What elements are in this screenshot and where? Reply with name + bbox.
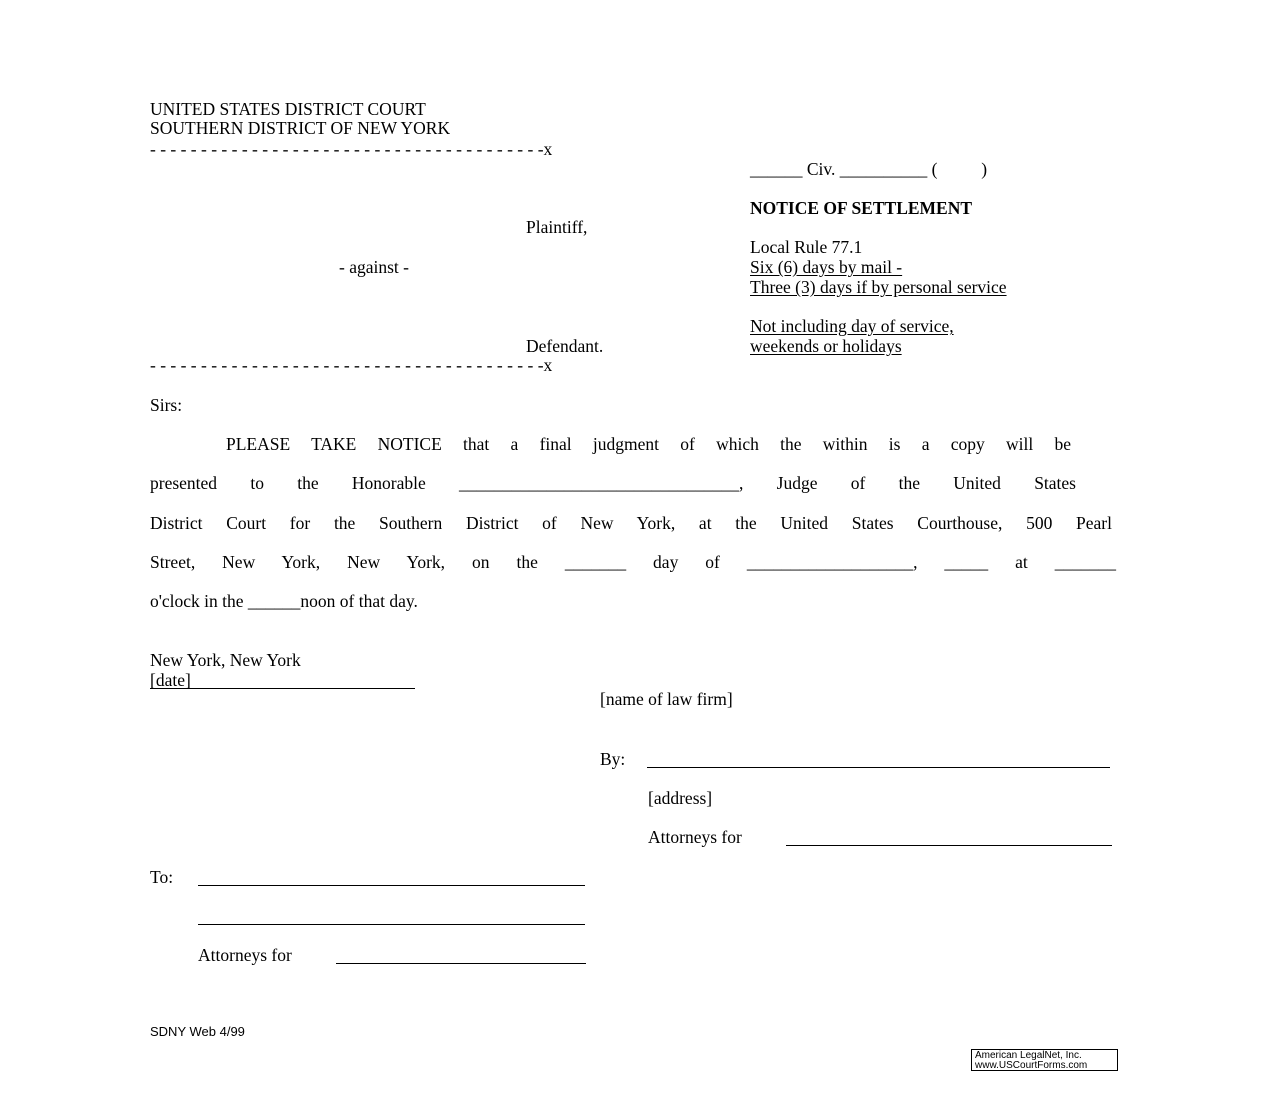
notice-line-2: presented to the Honorable ________________________________, Judge of the United States <box>150 473 1076 493</box>
vendor-url: www.USCourtForms.com <box>975 1060 1088 1071</box>
local-rule: Local Rule 77.1 <box>750 237 863 257</box>
civil-case-number: ______ Civ. __________ ( ) <box>750 159 988 179</box>
law-firm-name: [name of law firm] <box>600 689 733 709</box>
notice-line-3: District Court for the Southern District of New York, at the United States Courthouse, 500 Pearl <box>150 513 1112 533</box>
recipient-attorneys-for-label: Attorneys for <box>198 945 292 965</box>
form-id: SDNY Web 4/99 <box>150 1024 245 1039</box>
notice-line-4: Street, New York, New York, on the _______ day of ___________________, _____ at _______ <box>150 552 1116 572</box>
recipient-line-2 <box>198 924 585 925</box>
plaintiff-label: Plaintiff, <box>526 217 588 237</box>
date-underline <box>150 688 415 689</box>
to-label: To: <box>150 867 174 887</box>
firm-address: [address] <box>648 788 713 808</box>
notice-line-1: PLEASE TAKE NOTICE that a final judgment of which the within is a copy will be <box>226 434 1071 454</box>
attorneys-for-line <box>786 845 1112 846</box>
exclusion-note-line1: Not including day of service, <box>750 316 954 336</box>
personal-service-days: Three (3) days if by personal service <box>750 277 1007 297</box>
caption-separator-top: - - - - - - - - - - - - - - - - - - - - - - - - - - - - - - - - - - - - - - -x <box>150 139 553 159</box>
vendor-name: American LegalNet, Inc. <box>975 1050 1082 1061</box>
recipient-attorneys-for-line <box>336 963 586 964</box>
court-district: SOUTHERN DISTRICT OF NEW YORK <box>150 118 451 138</box>
vendor-stamp <box>971 1049 1118 1071</box>
defendant-label: Defendant. <box>526 336 604 356</box>
recipient-line-1 <box>198 885 585 886</box>
signature-line <box>647 767 1110 768</box>
attorneys-for-label: Attorneys for <box>648 827 742 847</box>
against-label: - against - <box>339 257 409 277</box>
caption-separator-bottom: - - - - - - - - - - - - - - - - - - - - - - - - - - - - - - - - - - - - - - -x <box>150 355 553 375</box>
signing-date: [date] <box>150 670 191 690</box>
salutation: Sirs: <box>150 395 183 415</box>
exclusion-note-line2: weekends or holidays <box>750 336 902 356</box>
notice-line-5: o'clock in the ______noon of that day. <box>150 591 418 611</box>
by-label: By: <box>600 749 626 769</box>
court-name: UNITED STATES DISTRICT COURT <box>150 99 426 119</box>
mail-service-days: Six (6) days by mail - <box>750 257 903 277</box>
document-title: NOTICE OF SETTLEMENT <box>750 198 973 218</box>
signing-location: New York, New York <box>150 650 301 670</box>
